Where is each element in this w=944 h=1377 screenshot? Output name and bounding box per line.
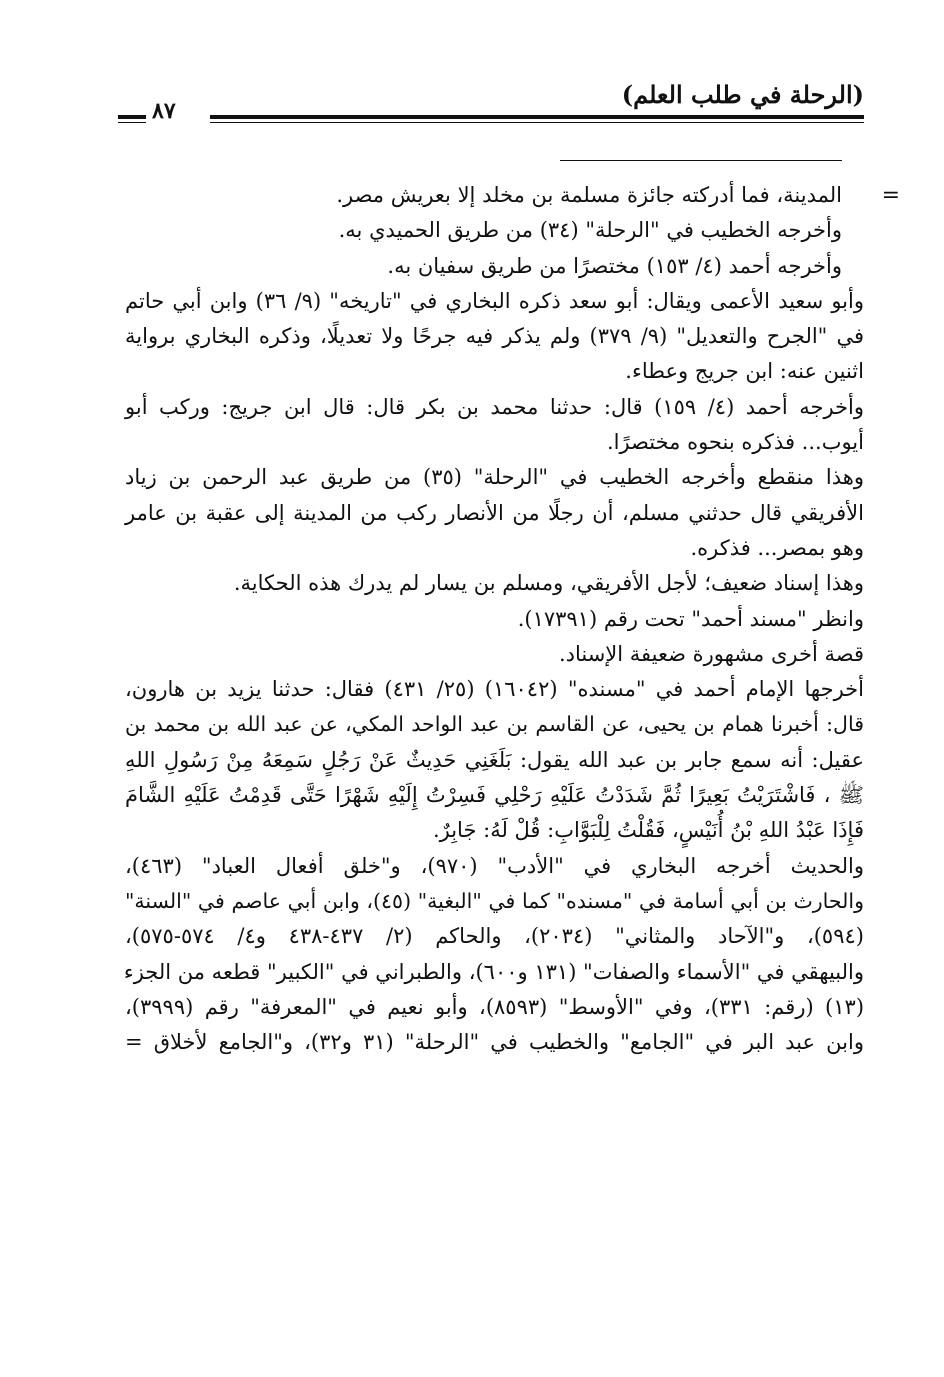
text-line: المدينة، فما أدركته جائزة مسلمة بن مخلد إلا بعريش مصر. (336, 183, 842, 207)
text-line: وابن عبد البر في "الجامع" والخطيب في "الرحلة" (٣١ و٣٢)، و"الجامع لأخلاق = (125, 1030, 864, 1055)
text-line: قصة أخرى مشهورة ضعيفة الإسناد. (558, 641, 864, 666)
header-rule-thin (210, 122, 864, 123)
text-line: ﷺ ، فَاشْتَرَيْتُ بَعِيرًا ثُمَّ شَدَدْتُ عَلَيْهِ رَحْلِي فَسِرْتُ إِلَيْهِ شَهْرًا حَتَّى قَدِمْتُ عَلَيْهِ الشَّامَ (125, 783, 864, 808)
text-line: وهو بمصر... فذكره. (690, 535, 864, 560)
continuation-mark: = (881, 183, 900, 208)
text-line: فَإِذَا عَبْدُ اللهِ بْنُ أُنَيْسٍ، فَقُلْتُ لِلْبَوَّابِ: قُلْ لَهُ: جَابِرٌ. (432, 818, 864, 843)
text-line: وهذا منقطع وأخرجه الخطيب في "الرحلة" (٣٥) من طريق عبد الرحمن بن زياد (125, 465, 864, 490)
text-line: والحارث بن أبي أسامة في "مسنده" كما في "البغية" (٤٥)، وابن أبي عاصم في "السنة" (125, 888, 864, 913)
header-rule (210, 115, 864, 119)
text-line: وأخرجه أحمد (٤/ ١٥٣) مختصرًا من طريق سفيان به. (387, 253, 842, 278)
running-header (110, 78, 864, 128)
page-number-rule-thin (118, 122, 146, 123)
text-line: عقيل: أنه سمع جابر بن عبد الله يقول: بَلَغَنِي حَدِيثٌ عَنْ رَجُلٍ سَمِعَهُ مِنْ رَسُولِ اللهِ (125, 747, 864, 772)
text-line: في "الجرح والتعديل" (٩/ ٣٧٩) ولم يذكر فيه جرحًا ولا تعديلًا، وذكره البخاري برواية (125, 324, 864, 349)
text-line: (٥٩٤)، و"الآحاد والمثاني" (٢٠٣٤)، والحاكم (٢/ ٤٣٧-٤٣٨ و٤/ ٥٧٤-٥٧٥)، (125, 924, 864, 949)
text-line: (١٣) (رقم: ٣٣١)، وفي "الأوسط" (٨٥٩٣)، وأبو نعيم في "المعرفة" رقم (٣٩٩٩)، (125, 994, 865, 1019)
text-line: أيوب... فذكره بنحوه مختصرًا. (606, 430, 864, 455)
page-number: ٨٧ (152, 98, 176, 124)
text-line: والبيهقي في "الأسماء والصفات" (١٣١ و٦٠٠)، والطبراني في "الكبير" قطعه من الجزء (123, 959, 864, 984)
running-title: (الرحلة في طلب العلم) (621, 80, 864, 109)
text-line: والحديث أخرجه البخاري في "الأدب" (٩٧٠)، و"خلق أفعال العباد" (٤٦٣)، (125, 853, 864, 878)
text-line: اثنين عنه: ابن جريج وعطاء. (625, 359, 864, 384)
text-line: وأخرجه الخطيب في "الرحلة" (٣٤) من طريق الحميدي به. (338, 218, 842, 243)
text-line: وانظر "مسند أحمد" تحت رقم (١٧٣٩١). (517, 606, 864, 631)
page-number-rule (118, 115, 146, 119)
text-line: وأبو سعيد الأعمى ويقال: أبو سعد ذكره البخاري في "تاريخه" (٩/ ٣٦) وابن أبي حاتم (125, 288, 864, 313)
text-line: أخرجها الإمام أحمد في "مسنده" (١٦٠٤٢) (٢٥/ ٤٣١) فقال: حدثنا يزيد بن هارون، (125, 677, 864, 702)
text-line: قال: أخبرنا همام بن يحيى، عن القاسم بن عبد الواحد المكي، عن عبد الله بن محمد بن (125, 712, 864, 737)
footnote-body (125, 178, 864, 1060)
text-line: وهذا إسناد ضعيف؛ لأجل الأفريقي، ومسلم بن يسار لم يدرك هذه الحكاية. (233, 571, 864, 596)
text-line: وأخرجه أحمد (٤/ ١٥٩) قال: حدثنا محمد بن بكر قال: قال ابن جريج: وركب أبو (125, 394, 864, 419)
footnote-separator (560, 160, 842, 161)
text-line: الأفريقي قال حدثني مسلم، أن رجلًا من الأنصار ركب من المدينة إلى عقبة بن عامر (125, 500, 864, 525)
